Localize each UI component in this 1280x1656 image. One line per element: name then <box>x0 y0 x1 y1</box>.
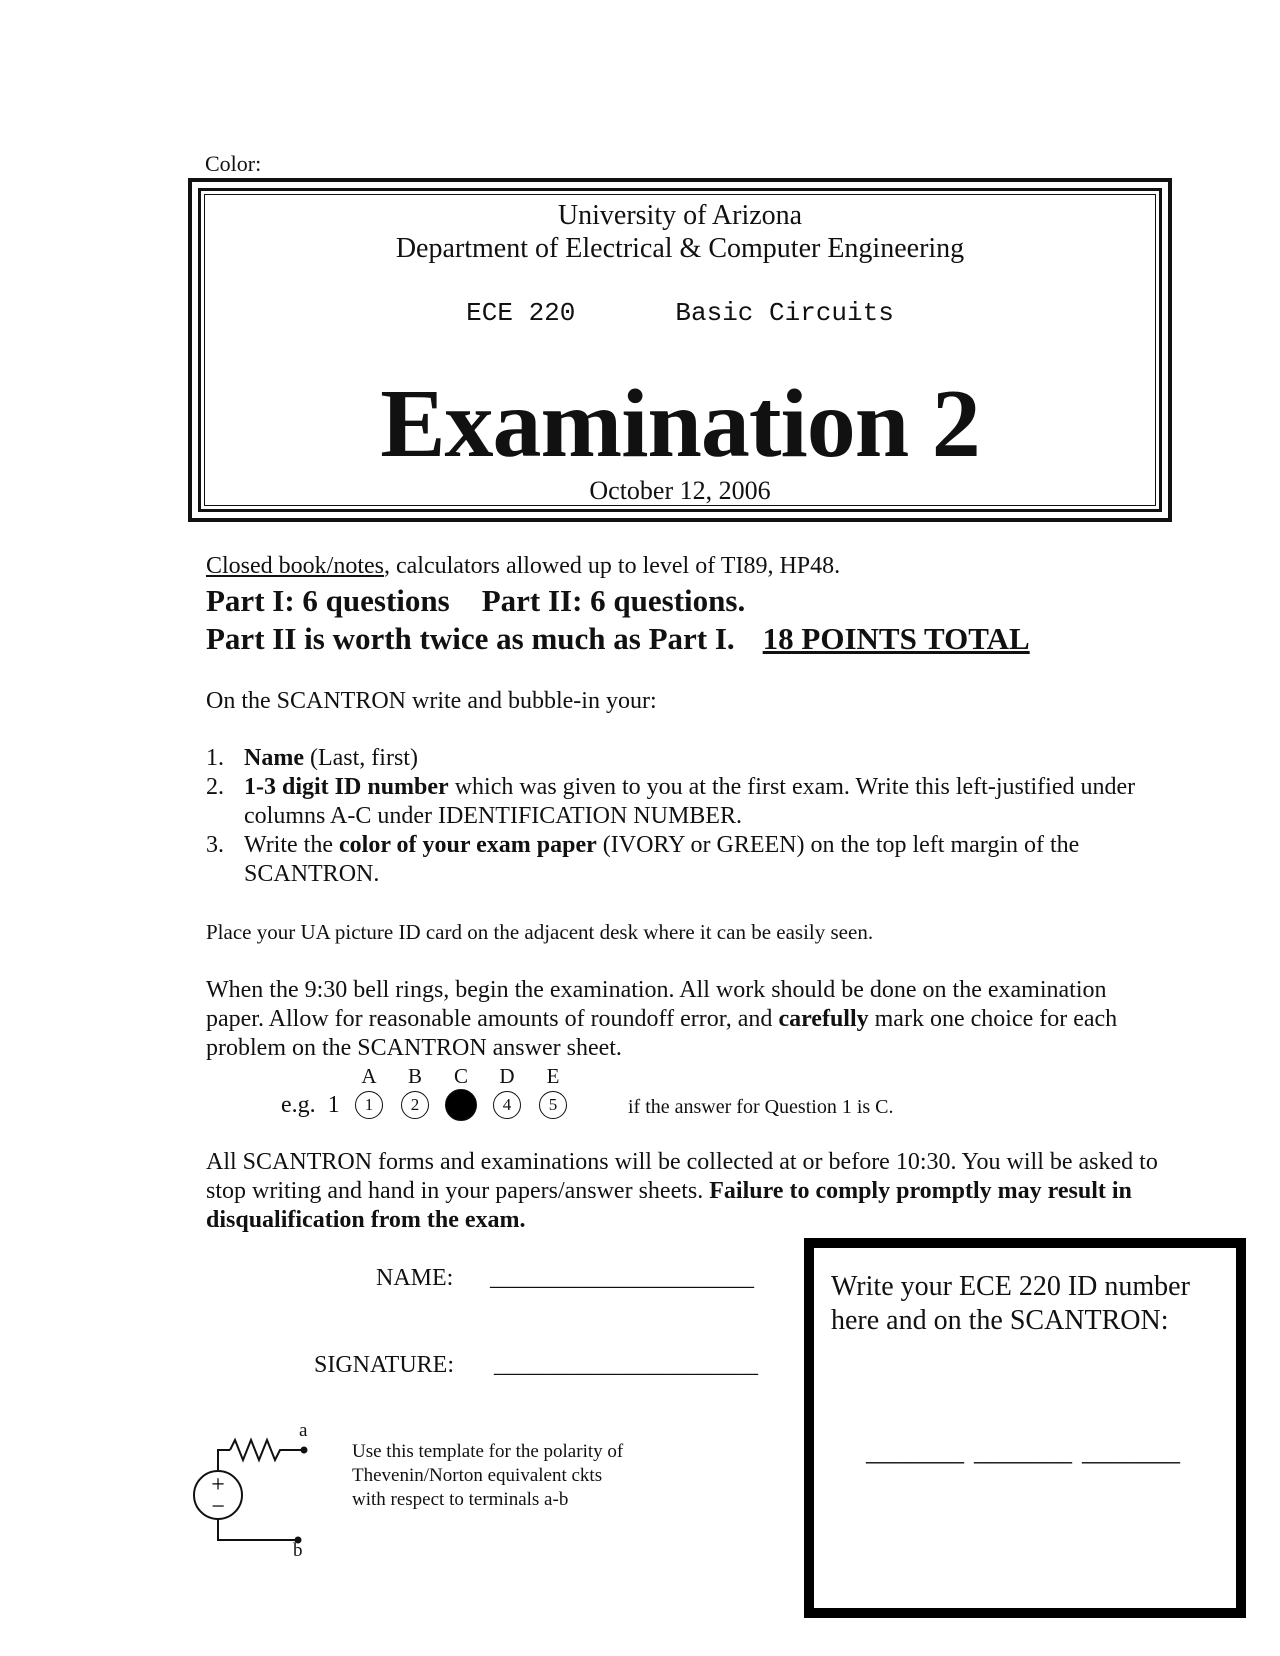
answer-bubble: 1 <box>355 1091 383 1119</box>
bell-bold: carefully <box>778 1006 869 1032</box>
example-note: if the answer for Question 1 is C. <box>628 1096 894 1118</box>
scantron-intro: On the SCANTRON write and bubble-in your: <box>206 688 657 714</box>
id-digit-field[interactable]: _______ <box>1082 1436 1180 1467</box>
exam-date: October 12, 2006 <box>589 476 771 505</box>
color-label: Color: <box>205 151 262 176</box>
bubble-letter: C <box>453 1064 468 1088</box>
item-bold: 1-3 digit ID number <box>244 774 449 800</box>
item-text: (Last, first) <box>303 745 418 771</box>
signature-field[interactable]: ______________________ <box>494 1352 758 1378</box>
collection-notice <box>206 1148 1166 1235</box>
example-question-number: 1 <box>327 1092 340 1118</box>
example-prefix <box>281 1092 340 1119</box>
item-text: Write the <box>244 832 339 858</box>
item-number: 2. <box>206 774 224 800</box>
answer-bubble-filled <box>445 1089 477 1121</box>
id-blanks <box>866 1436 1190 1468</box>
part1-count: Part I: 6 questions <box>206 583 450 618</box>
instruction-list <box>206 744 1146 889</box>
item-number: 3. <box>206 832 224 858</box>
name-field[interactable]: ______________________ <box>490 1265 754 1291</box>
template-note: Use this template for the polarity of Thevenin/Norton equivalent ckts with respect to terminals a-b <box>352 1441 624 1510</box>
terminal-a-dot <box>301 1447 308 1454</box>
total-points: 18 POINTS TOTAL <box>762 621 1030 656</box>
course-code: ECE 220 <box>466 298 576 328</box>
id-card-note: Place your UA picture ID card on the adjacent desk where it can be easily seen. <box>206 920 874 944</box>
id-digit-field[interactable]: _______ <box>866 1436 964 1467</box>
answer-bubble: 2 <box>401 1091 429 1119</box>
university-name: University of Arizona <box>557 200 803 231</box>
bubble-letter: D <box>499 1064 515 1088</box>
part2-count: Part II: 6 questions. <box>481 583 746 618</box>
terminal-a-label: a <box>299 1420 308 1441</box>
item-text-2: (IVORY or GREEN) on the top left margin of the SCANTRON. <box>244 832 1080 887</box>
answer-bubble: 4 <box>493 1091 521 1119</box>
list-item <box>206 831 1146 889</box>
circuit-wire <box>218 1450 230 1470</box>
id-digit-field[interactable]: _______ <box>974 1436 1072 1467</box>
collection-text: All SCANTRON forms and examinations will be collected at or before 10:30. You will be asked to stop writing and hand in your papers/answer sheets. <box>206 1149 1158 1204</box>
item-text: which was given to you at the first exam. Write this left-justified under columns A-C under IDENTIFICATION NUMBER. <box>244 774 1136 829</box>
id-number-box <box>804 1238 1246 1618</box>
part2-worth: Part II is worth twice as much as Part I. <box>206 621 735 656</box>
closed-book-rule <box>206 553 840 580</box>
bubble-letter: B <box>407 1064 422 1088</box>
parts-line <box>206 583 745 619</box>
name-label: NAME: <box>376 1265 454 1291</box>
minus-sign: − <box>211 1494 225 1520</box>
item-number: 1. <box>206 745 224 771</box>
bell-text: When the 9:30 bell rings, begin the examination. All work should be done on the examination paper. Allow for reasonable amounts of roundoff error, and <box>206 977 1107 1032</box>
collection-warning: Failure to comply promptly may result in disqualification from the exam. <box>206 1178 1132 1233</box>
item-bold: color of your exam paper <box>339 832 597 858</box>
list-item <box>206 773 1146 831</box>
bubble-letter: E <box>546 1064 560 1088</box>
signature-label: SIGNATURE: <box>314 1352 455 1378</box>
course-line <box>192 298 1168 328</box>
answer-bubble: 5 <box>539 1091 567 1119</box>
circuit-wire <box>218 1519 298 1540</box>
bell-text-2: mark one choice for each problem on the SCANTRON answer sheet. <box>206 1006 1118 1061</box>
closed-book-text: Closed book/notes <box>206 553 384 579</box>
department-name: Department of Electrical & Computer Engineering <box>395 233 965 264</box>
bell-instructions <box>206 976 1166 1063</box>
exam-header-box <box>188 178 1172 522</box>
calculator-rule: , calculators allowed up to level of TI89, HP48. <box>384 553 841 579</box>
list-item <box>206 744 1146 773</box>
terminal-b-label: b <box>293 1540 303 1561</box>
points-line <box>206 621 1030 657</box>
id-box-instructions: Write your ECE 220 ID number here and on the SCANTRON: <box>831 1271 1190 1336</box>
resistor-icon <box>230 1440 304 1460</box>
bubble-letter: A <box>361 1064 377 1088</box>
example-eg: e.g. <box>281 1092 316 1118</box>
item-bold: Name <box>244 745 304 771</box>
plus-sign: + <box>211 1472 225 1498</box>
exam-title: Examination 2 <box>380 370 980 478</box>
course-name: Basic Circuits <box>675 298 894 328</box>
